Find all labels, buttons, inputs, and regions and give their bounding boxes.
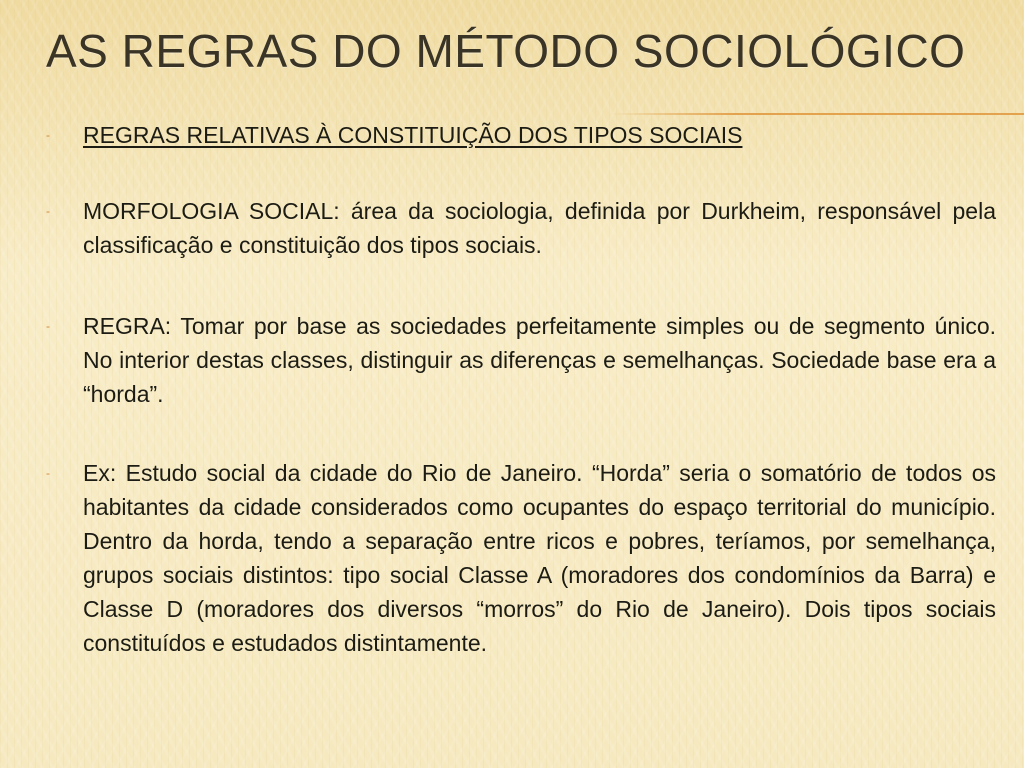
paragraph-regra [46,309,996,411]
paragraph-morfologia-social [46,194,996,262]
slide-title: AS REGRAS DO MÉTODO SOCIOLÓGICO [46,25,966,77]
slide-content [46,118,996,660]
bullet-marker: - [46,466,50,480]
title-accent-rule [610,113,1024,115]
paragraph-exemplo [46,456,996,660]
bullet-marker: - [46,204,50,218]
bullet-marker: - [46,128,50,142]
paragraph-text: MORFOLOGIA SOCIAL: área da sociologia, definida por Durkheim, responsável pela classificação e constituição dos tipos sociais. [83,198,996,258]
paragraph-text: REGRA: Tomar por base as sociedades perfeitamente simples ou de segmento único. No interior destas classes, distinguir as diferenças e semelhanças. Sociedade base era a “horda”. [83,313,996,407]
bullet-marker: - [46,319,50,333]
section-heading-text: REGRAS RELATIVAS À CONSTITUIÇÃO DOS TIPOS SOCIAIS [83,122,743,148]
paragraph-text: Ex: Estudo social da cidade do Rio de Janeiro. “Horda” seria o somatório de todos os habitantes da cidade considerados como ocupantes do espaço territorial do município. Dentro da horda, tendo a separação entre ricos e pobres, teríamos, por semelhança, grupos sociais distintos: tipo social Classe A (moradores dos condomínios da Barra) e Classe D (moradores dos diversos “morros” do Rio de Janeiro). Dois tipos sociais constituídos e estudados distintamente. [83,460,996,656]
section-heading [46,118,996,152]
